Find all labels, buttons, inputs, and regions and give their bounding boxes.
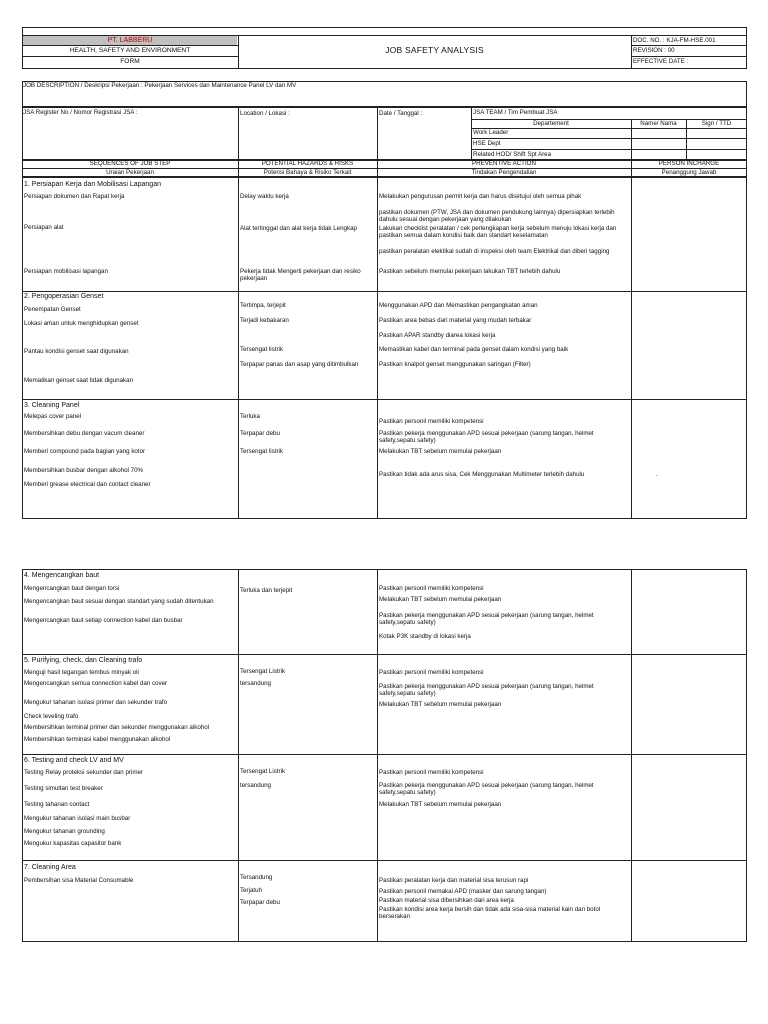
doc-number: DOC. NO. : KJA-FM-HSE.001 xyxy=(633,37,716,44)
job-step: Mengencangkan semua connection kabel dan cover xyxy=(24,680,168,687)
column-divider xyxy=(377,177,378,519)
jsa-team-label: JSA TEAM / Tim Pembuat JSA xyxy=(473,109,558,116)
register-divider xyxy=(377,107,378,160)
hazard: Terjatuh xyxy=(240,887,263,894)
job-step: Membersihkan terminal primer dan sekunder menggunakan alkohol xyxy=(24,724,210,731)
form-label: FORM xyxy=(120,58,140,65)
revision-number: REVISION : 00 xyxy=(633,47,675,54)
hazard: Terluka xyxy=(240,413,260,420)
section-title: 1. Persiapan Kerja dan Mobilisasi Lapangan xyxy=(24,181,161,188)
job-step: Pembersihan sisa Material Consumable xyxy=(24,877,134,884)
job-step: Menguji hasil tegangan tembus minyak oli xyxy=(24,669,139,676)
hazard: Terpapar debu xyxy=(240,899,280,906)
job-step: Mematikan genset saat tidak digunakan xyxy=(24,377,134,384)
job-step: Persiapan alat xyxy=(24,224,64,231)
section-divider xyxy=(22,754,747,755)
job-step: Testing Relay proteksi sekunder dan primer xyxy=(24,769,143,776)
column-divider xyxy=(631,177,632,519)
job-description: JOB DESCRIPTION / Deskripsi Pekerjaan : Pekerjaan Services dan Maintenance Panel LV dan MV xyxy=(23,82,297,89)
preventive-action: Melakukan TBT sebelum memulai pekerjaan xyxy=(379,701,502,708)
job-step: Membersihkan busbar dengan alkohol 70% xyxy=(24,467,144,474)
hazard-column-header: POTENTIAL HAZARDS & RISKS xyxy=(261,160,354,167)
preventive-column-subheader: Tindakan Pengendalian xyxy=(471,169,537,176)
hazard-column-subheader: Potensi Bahaya & Risiko Terkait xyxy=(263,169,352,176)
hazard: Tersandung xyxy=(240,874,273,881)
job-step: Membersihkan debu dengan vacum cleaner xyxy=(24,430,145,437)
hazard: Terpapar panas dan asap yang ditimbulkan xyxy=(240,361,359,368)
department-name: HEALTH, SAFETY AND ENVIRONMENT xyxy=(69,47,191,54)
preventive-action: Pastikan personil memiliki kompetensi xyxy=(379,769,484,776)
hazard: Delay waktu kerja xyxy=(240,193,289,200)
job-step: Melepas cover panel xyxy=(24,413,82,420)
preventive-action: Pastikan APAR standby diarea lokasi kerja xyxy=(379,332,496,339)
job-step: Mengukur tahanan isolasi primer dan sekunder trafo xyxy=(24,699,168,706)
register-divider xyxy=(471,128,747,129)
header-divider xyxy=(631,56,747,57)
department-column-label: Departement xyxy=(533,120,569,127)
hazard: Terjadi kebakaran xyxy=(240,317,289,324)
team-role-hse: HSE Dept xyxy=(473,140,501,147)
preventive-action: Melakukan TBT sebelum memulai pekerjaan xyxy=(379,596,502,603)
section-title: 2. Pengoperasian Genset xyxy=(24,293,104,300)
hazard: Terluka dan terjepit xyxy=(240,587,293,594)
section-divider xyxy=(22,291,747,292)
job-step: Lokasi aman untuk menghidupkan genset xyxy=(24,320,139,327)
job-step: Mengukur tahanan isolasi main busbar xyxy=(24,815,131,822)
document-title: JOB SAFETY ANALYSIS xyxy=(385,45,484,55)
preventive-action: Pastikan material sisa dibersihkan dari area kerja xyxy=(379,897,514,904)
hazard: tersandung xyxy=(240,680,271,687)
job-step: Penempatan Genset xyxy=(24,306,81,313)
section-divider xyxy=(22,654,747,655)
preventive-action: Lakukan checklist peralatan / cek perlengkapan kerja sebelum menuju lokasi kerja dan pastikan semua dalam kondisi baik dan standart keselamatan xyxy=(379,225,617,240)
section-divider xyxy=(22,399,747,400)
section-title: 4. Mengencangkan baut xyxy=(24,572,100,579)
preventive-action: Pastikan personil memiliki kompetensi xyxy=(379,418,484,425)
team-role-work-leader: Work Leader xyxy=(473,129,509,136)
register-divider xyxy=(471,107,472,160)
preventive-action: Kotak P3K standby di lokasi kerja xyxy=(379,633,471,640)
preventive-action: Pastikan personil memakai APD (masker dan sarung tangan) xyxy=(379,888,547,895)
preventive-action: Pastikan sebelum memulai pekerjaan lakukan TBT terlebih dahulu xyxy=(379,268,561,275)
preventive-action: Melakukan TBT sebelum memulai pekerjaan xyxy=(379,801,502,808)
column-divider xyxy=(238,177,239,519)
preventive-action: Pastikan pekerja menggunakan APD sesuai pekerjaan (sarung tangan, helmet safety,sepatu safety) xyxy=(379,782,594,797)
section-title: 5. Purifying, check, dan Cleaning trafo xyxy=(24,657,143,664)
hazard: Tersengat listrik xyxy=(240,346,283,353)
job-step: Mengencangkan baut setiap connection kabel dan busbar xyxy=(24,617,183,624)
hazard: Tertimpa, terjepit xyxy=(240,302,286,309)
hazard: Tersengat Listrik xyxy=(240,768,286,775)
job-step: Persiapan mobilisasi lapangan xyxy=(24,268,108,275)
preventive-action: Pastikan personil memiliki kompetensi xyxy=(379,669,484,676)
preventive-action: Menggunakan APD dan Memastikan pengangkatan aman xyxy=(379,302,538,309)
register-divider xyxy=(471,149,747,150)
person-column-header: PERSON INCHARGE xyxy=(658,160,720,167)
preventive-action: Pastikan pekerja menggunakan APD sesuai pekerjaan (sarung tangan, helmet safety,sepatu safety) xyxy=(379,683,594,698)
job-step: Memberi compound pada bagian yang kotor xyxy=(24,448,146,455)
section-title: 7. Cleaning Area xyxy=(24,864,76,871)
step-column-subheader: Uraian Pekerjaan xyxy=(106,169,154,176)
job-step: Mengukur kapasitas capasitor bank xyxy=(24,840,122,847)
column-divider xyxy=(631,569,632,942)
name-column-label: Name/ Nama xyxy=(640,120,677,127)
step-column-header: SEQUENCES OF JOB STEP xyxy=(89,160,171,167)
hazard: Alat tertinggal dan alat kerja tidak Lengkap xyxy=(240,225,357,232)
column-divider xyxy=(377,569,378,942)
preventive-action: Pastikan kondisi area kerja bersih dan tidak ada sisa-sisa material kain dan botol berserakan xyxy=(379,906,601,921)
preventive-action: Pastikan pekerja menggunakan APD sesuai pekerjaan (sarung tangan, helmet safety,sepatu safety) xyxy=(379,612,594,627)
preventive-action: Memastikan kabel dan terminal pada genset dalam kondisi yang baik xyxy=(379,346,569,353)
effective-date: EFFECTIVE DATE : xyxy=(633,58,689,65)
person-incharge: . xyxy=(656,471,658,478)
jsa-register-label: JSA Register No / Nomor Registrasi JSA : xyxy=(23,109,138,116)
preventive-action: pastikan dokumen (PTW, JSA dan dokumen pendukung lainnya) dipersiapkan terlebih dahulu sesuai dengan pekerjaan yang dilakukan xyxy=(379,209,615,224)
date-label: Date / Tanggal : xyxy=(379,110,423,117)
preventive-action: Pastikan pekerja menggunakan APD sesuai pekerjaan (sarung tangan, helmet safety,sepatu safety) xyxy=(379,430,594,445)
preventive-action: Melakukan pengurusan permit kerja dan harus disetujui oleh semua pihak xyxy=(379,193,582,200)
column-divider xyxy=(238,569,239,942)
preventive-action: Pastikan tidak ada arus sisa, Cek Menggunakan Multimeter terlebih dahulu xyxy=(379,471,585,478)
section-title: 6. Testing and check LV and MV xyxy=(24,757,124,764)
hazard: Tersengat listrik xyxy=(240,448,283,455)
register-divider xyxy=(238,107,239,160)
job-step: Testing tahanan contact xyxy=(24,801,90,808)
location-label: Location / Lokasi : xyxy=(240,110,290,117)
register-divider xyxy=(471,138,747,139)
section-divider xyxy=(22,860,747,861)
preventive-action: Pastikan peralatan kerja dan material sisa terusun rapi xyxy=(379,877,529,884)
job-step: Check leveling trafo xyxy=(24,713,79,720)
hazard: Tersengat Listrik xyxy=(240,668,286,675)
job-step: Mengukur tahanan grounding xyxy=(24,828,105,835)
hazard: Pekerja tidak Mengerti pekerjaan dan resiko pekerjaan xyxy=(240,268,361,283)
preventive-action: Melakukan TBT sebelum memulai pekerjaan xyxy=(379,448,502,455)
job-step: Memberi grease electrical dan contact cleaner xyxy=(24,481,151,488)
preventive-action: Pastikan area bebas dari material yang mudah terbakar xyxy=(379,317,532,324)
preventive-action: Pastikan knalpot genset menggunakan saringan (Filter) xyxy=(379,361,531,368)
sign-column-label: Sign / TTD xyxy=(701,120,732,127)
job-step: Persiapan dokumen dan Rapat kerja xyxy=(24,193,125,200)
header-divider xyxy=(22,45,238,46)
job-step: Testing simultan test breaker xyxy=(24,785,103,792)
header-divider xyxy=(631,35,632,69)
company-name: PT. LABBERU xyxy=(107,37,153,44)
job-step: Mengencangkan baut sesuai dengan standart yang sudah ditentukan xyxy=(24,598,214,605)
preventive-action: Pastikan personil memiliki kompetensi xyxy=(379,585,484,592)
hazard: tersandung xyxy=(240,782,271,789)
job-step: Mengencangkan baut dengan torsi xyxy=(24,585,120,592)
section-title: 3. Cleaning Panel xyxy=(24,402,80,409)
job-step: Pantau kondisi genset saat digunakan xyxy=(24,348,129,355)
team-role-hod: Related HOD/ Shift Spt Area xyxy=(473,151,552,158)
header-divider xyxy=(22,56,238,57)
job-step: Membersihkan terminasi kabel menggunakan alkohol xyxy=(24,736,171,743)
hazard: Terpapar debu xyxy=(240,430,280,437)
preventive-action: pastikan peralatan elektikal sudah di inspeksi oleh team Elektrikal dan diberi tagging xyxy=(379,248,610,255)
person-column-subheader: Penanggung Jawab xyxy=(661,169,717,176)
preventive-column-header: PREVENTIVE ACTION xyxy=(472,160,536,167)
header-divider xyxy=(631,45,747,46)
